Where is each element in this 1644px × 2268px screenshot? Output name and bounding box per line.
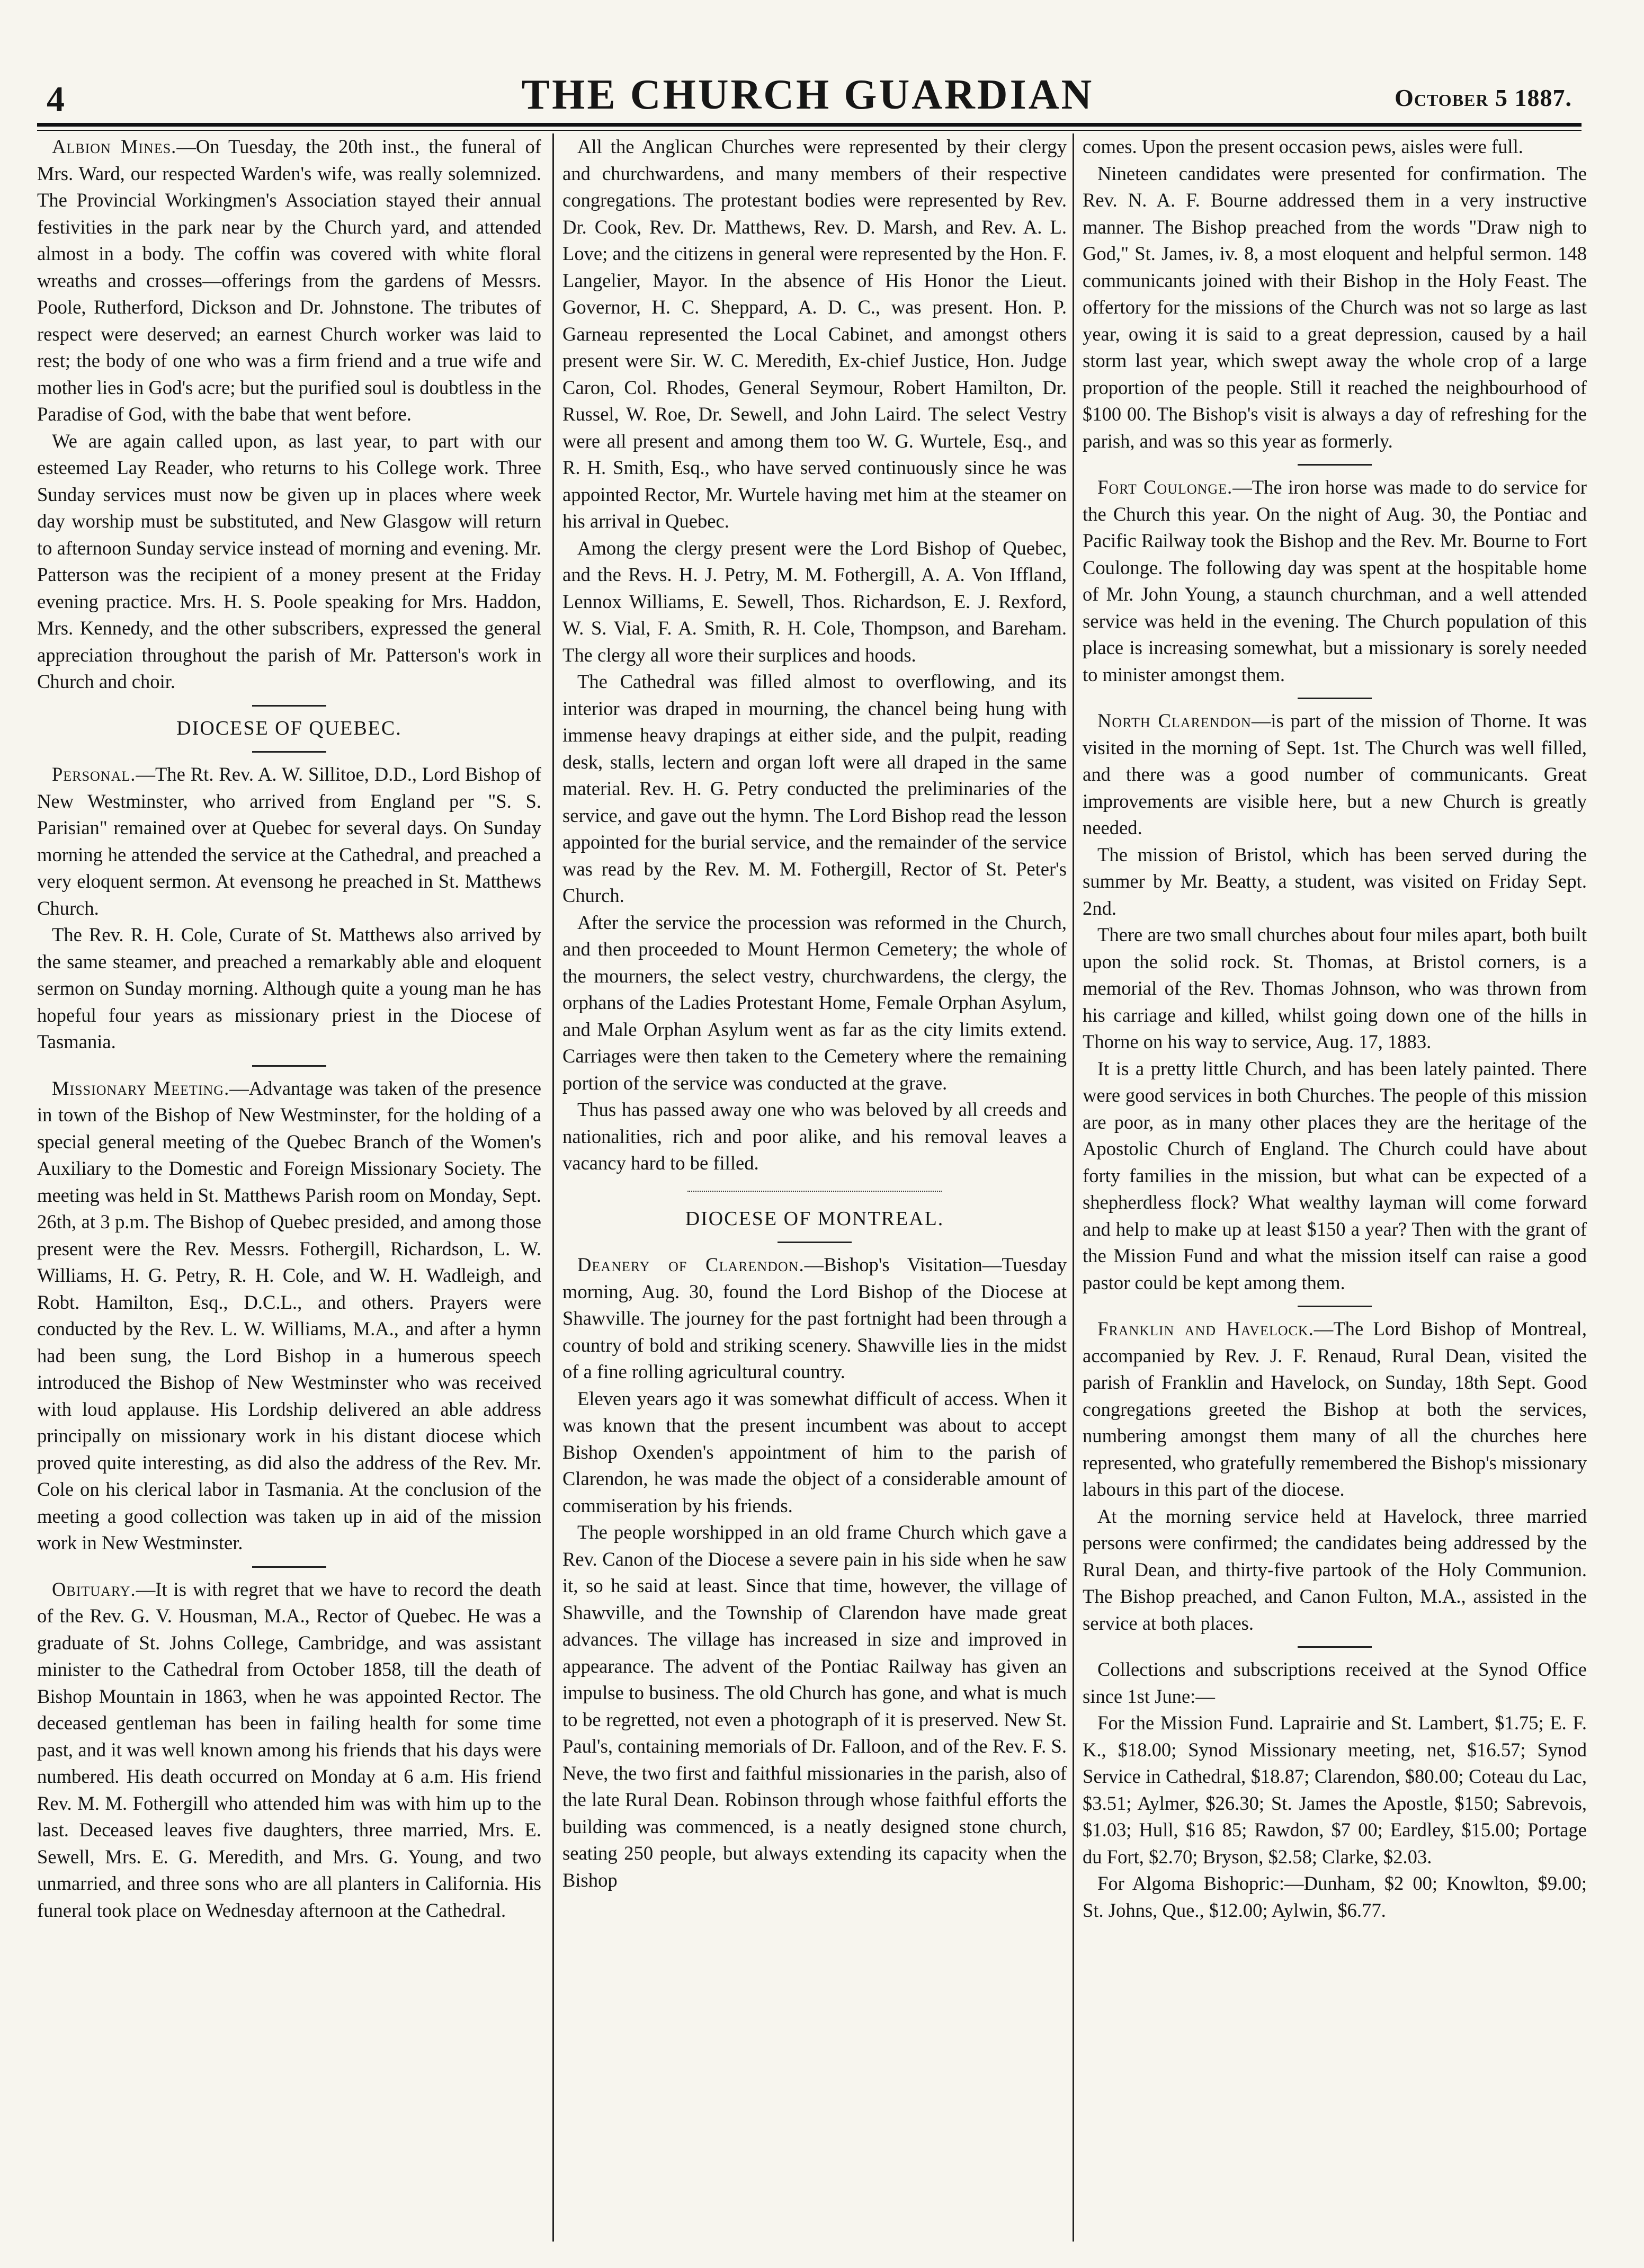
paragraph: At the morning service held at Havelock, three married persons were confirmed; the candidates being addressed by the Rural Dean, and thirty-five partook of the Holy Communion. The Bishop preached, and Canon Fulton, M.A., assisted in the service at both places. — [1083, 1505, 1587, 1634]
paragraph: There are two small churches about four miles apart, both built upon the solid rock. St. Thomas, at Bristol corners, is a memorial of the Rev. Thomas Johnson, who was thrown from his carriage and killed, whilst going down one of the hills in Thorne on his way to service, Aug. 17, 1883. — [1083, 924, 1587, 1052]
column-divider — [1073, 133, 1074, 2242]
section-divider — [252, 1065, 326, 1067]
article-lead: Obituary. — [52, 1578, 136, 1600]
paragraph: We are again called upon, as last year, to part with our esteemed Lay Reader, who returns to his College work. Three Sunday services must now be given up in places where week day worship must be substituted, and New Glasgow will return to afternoon Sunday service instead of morning and evening. Mr. Patterson was the recipient of a money present at the Friday evening practice. Mrs. H. S. Poole speaking for Mrs. Haddon, Mrs. Kennedy, and the other subscribers, expressed the general appreciation throughout the parish of Mr. Patterson's work in Church and choir. — [37, 430, 541, 692]
article-lead: Fort Coulonge. — [1097, 476, 1233, 498]
masthead-rule — [37, 123, 1582, 131]
article-fort-coulonge: Fort Coulonge.—The iron horse was made to do service for the Church this year. On the night of Aug. 30, the Pontiac and Pacific Railway took the Bishop and the Rev. Mr. Bourne to Fort Coulonge. The following day was spent at the hospitable home of Mr. John Young, a staunch churchman, and a well attended service was held in the evening. The Church population of this place is increasing somewhat, but a missionary is sorely needed to minister amongst them. — [1083, 476, 1587, 685]
paragraph: Among the clergy present were the Lord Bishop of Quebec, and the Revs. H. J. Petry, M. M. Fothergill, A. A. Von Iffland, Lennox Williams, E. Sewell, Thos. Richardson, E. J. Rexford, W. S. Vial, F. A. Smith, R. H. Cole, Thompson, and Bareham. The clergy all wore their surplices and hoods. — [562, 537, 1067, 666]
newspaper-title: THE CHURCH GUARDIAN — [521, 72, 1094, 118]
article-lead: North Clarendon — [1097, 710, 1252, 731]
article-lead: Albion Mines. — [52, 136, 177, 157]
section-heading-montreal: DIOCESE OF MONTREAL. — [685, 1207, 944, 1230]
column-2 — [562, 133, 1067, 2242]
paragraph: Thus has passed away one who was beloved by all creeds and nationalities, rich and poor alike, and his removal leaves a vacancy hard to be filled. — [562, 1099, 1067, 1174]
paragraph: Nineteen candidates were presented for confirmation. The Rev. N. A. F. Bourne addressed them in a very instructive manner. The Bishop preached from the words "Draw nigh to God," St. James, iv. 8, a most eloquent and helpful sermon. 148 communicants joined with their Bishop in the Holy Feast. The offertory for the missions of the Church was not so large as last year, owing it is said to a great depression, caused by a hail storm last year, which swept away the whole crop of a large proportion of the people. Still it reached the neighbourhood of $100 00. The Bishop's visit is always a day of refreshing for the parish, and was so this year as formerly. — [1083, 162, 1587, 452]
column-3 — [1083, 133, 1587, 2242]
article-albion-mines: Albion Mines.—On Tuesday, the 20th inst., the funeral of Mrs. Ward, our respected Warden's wife, was really solemnized. The Provincial Workingmen's Association stayed their annual festivities in the park near by the Church yard, and attended almost in a body. The coffin was covered with white floral wreaths and crosses—offerings from the gardens of Messrs. Poole, Rutherford, Dickson and Dr. Johnstone. The tributes of respect were deserved; an earnest Church worker was laid to rest; the body of one who was a firm friend and a true wife and mother lies in God's acre; but the purified soul is doubtless in the Paradise of God, with the babe that went before. — [37, 136, 541, 425]
section-divider — [252, 751, 326, 753]
page-number: 4 — [47, 79, 65, 119]
paragraph: The mission of Bristol, which has been served during the summer by Mr. Beatty, a student, was visited on Friday Sept. 2nd. — [1083, 843, 1587, 919]
article-franklin-and-havelock: Franklin and Havelock.—The Lord Bishop of Montreal, accompanied by Rev. J. F. Renaud, Rural Dean, visited the parish of Franklin and Havelock, on Sunday, 18th Sept. Good congregations greeted the Bishop at both the services, numbering amongst them many of all the churches here represented, who gratefully remembered the Bishop's missionary labours in this part of the diocese. — [1083, 1318, 1587, 1500]
article-lead: Personal. — [52, 763, 136, 785]
paragraph: The Rev. R. H. Cole, Curate of St. Matthews also arrived by the same steamer, and preached a remarkably able and eloquent sermon on Sunday morning. Although quite a young man he has hopeful four years as missionary priest in the Diocese of Tasmania. — [37, 924, 541, 1052]
paragraph: Eleven years ago it was somewhat difficult of access. When it was known that the present incumbent was about to accept Bishop Oxenden's appointment of him to the parish of Clarendon, he was made the object of a considerable amount of commiseration by his friends. — [562, 1387, 1067, 1516]
paragraph: Collections and subscriptions received at the Synod Office since 1st June:— — [1083, 1658, 1587, 1707]
paragraph: For the Mission Fund. Laprairie and St. Lambert, $1.75; E. F. K., $18.00; Synod Missionary meeting, net, $16.57; Synod Service in Cathedral, $18.87; Clarendon, $80.00; Coteau du Lac, $3.51; Aylmer, $26.30; St. James the Apostle, $150; Sabrevois, $1.03; Hull, $16 85; Rawdon, $7 00; Eardley, $15.00; Portage du Fort, $2.70; Bryson, $2.58; Clarke, $2.03. — [1083, 1712, 1587, 1868]
paragraph: The Cathedral was filled almost to overflowing, and its interior was draped in mourning, the chancel being hung with immense heavy drapings at either side, and the pulpit, reading desk, stalls, lectern and organ loft were all draped in the same material. Rev. H. G. Petry conducted the preliminaries of the service, and gave out the hymn. The Lord Bishop read the lesson appointed for the burial service, and the remainder of the service was read by the Rev. M. M. Fothergill, Rector of St. Peter's Church. — [562, 671, 1067, 906]
paragraph: For Algoma Bishopric:—Dunham, $2 00; Knowlton, $9.00; St. Johns, Que., $12.00; Aylwin, $6.77. — [1083, 1872, 1587, 1921]
paragraph: All the Anglican Churches were represented by their clergy and churchwardens, and many members of their respective congregations. The protestant bodies were represented by Rev. Dr. Cook, Rev. Dr. Matthews, Rev. D. Marsh, and Rev. A. L. Love; and the citizens in general were represented by the Hon. F. Langelier, Mayor. In the absence of His Honor the Lieut. Governor, H. C. Sheppard, A. D. C., was present. Hon. P. Garneau represented the Local Cabinet, and amongst others present were Sir. W. C. Meredith, Ex-chief Justice, Hon. Judge Caron, Col. Rhodes, General Seymour, Robert Hamilton, Dr. Russel, W. Roe, Dr. Sewell, and John Laird. The select Vestry were all present and among them too W. G. Wurtele, Esq., and R. H. Smith, Esq., who have served continuously since he was appointed Rector, Mr. Wurtele having met him at the steamer on his arrival in Quebec. — [562, 136, 1067, 532]
paragraph: It is a pretty little Church, and has been lately painted. There were good services in both Churches. The people of this mission are poor, as in many other places they are the heritage of the Apostolic Church of England. The Church could have about forty families in the mission, but what can be expected of a shepherdless flock? What wealthy layman will come forward and help to make up at least $150 a year? Then with the grant of the Mission Fund and what the mission itself can raise a good pastor could be kept among them. — [1083, 1057, 1587, 1293]
column-1 — [37, 133, 541, 2242]
section-divider — [252, 705, 326, 707]
article-lead: Franklin and Havelock. — [1097, 1318, 1314, 1340]
section-divider — [1298, 698, 1372, 699]
paragraph: comes. Upon the present occasion pews, aisles were full. — [1083, 136, 1523, 157]
masthead — [37, 62, 1578, 126]
column-divider — [552, 133, 554, 2242]
section-divider — [778, 1242, 852, 1243]
section-divider — [252, 1566, 326, 1568]
article-north-clarendon: North Clarendon—is part of the mission of Thorne. It was visited in the morning of Sept. 1st. The Church was well filled, and there was a good number of communicants. Great improvements are visible here, but a new Church is greatly needed. — [1083, 710, 1587, 838]
section-heading-quebec: DIOCESE OF QUEBEC. — [176, 717, 402, 739]
article-lead: Deanery of Clarendon. — [577, 1254, 805, 1275]
article-personal: Personal.—The Rt. Rev. A. W. Sillitoe, D.D., Lord Bishop of New Westminster, who arrived from England per "S. S. Parisian" remained over at Quebec for several days. On Sunday morning he attended the service at the Cathedral, and preached a very eloquent sermon. At evensong he preached in St. Matthews Church. — [37, 763, 541, 919]
article-missionary-meeting: Missionary Meeting.—Advantage was taken of the presence in town of the Bishop of New Westminster, for the holding of a special general meeting of the Quebec Branch of the Women's Auxiliary to the Domestic and Foreign Missionary Society. The meeting was held in St. Matthews Parish room on Monday, Sept. 26th, at 3 p.m. The Bishop of Quebec presided, and among those present were the Rev. Messrs. Fothergill, Richardson, L. W. Williams, H. G. Petry, R. H. Cole, and W. H. Wadleigh, and Robt. Hamilton, Esq., D.C.L., and others. Prayers were conducted by the Rev. L. W. Williams, M.A., and after a hymn had been sung, the Lord Bishop in a humerous speech introduced the Bishop of New Westminster who was received with loud applause. His Lordship delivered an able address principally on missionary work in his distant diocese which proved quite interesting, as did also the address of the Rev. Mr. Cole on his clerical labor in Tasmania. At the conclusion of the meeting a good collection was taken up in aid of the mission work in New Westminster. — [37, 1077, 541, 1553]
article-lead: Missionary Meeting. — [52, 1077, 230, 1099]
section-divider — [1298, 1646, 1372, 1648]
section-divider — [1298, 1306, 1372, 1307]
article-obituary: Obituary.—It is with regret that we have to record the death of the Rev. G. V. Housman, M.A., Rector of Quebec. He was a graduate of St. Johns College, Cambridge, and was assistant minister to the Cathedral from October 1858, till the death of Bishop Mountain in 1863, when he was appointed Rector. The deceased gentleman has been in failing health for some time past, and it was well known among his friends that his days were numbered. His death occurred on Monday at 6 a.m. His friend Rev. M. M. Fothergill who attended him was with him up to the last. Deceased leaves five daughters, three married, Mrs. E. Sewell, Mrs. E. G. Meredith, and Mrs. G. Young, and two unmarried, and three sons who are all planters in California. His funeral took place on Wednesday afternoon at the Cathedral. — [37, 1578, 541, 1921]
paragraph: The people worshipped in an old frame Church which gave a Rev. Canon of the Diocese a severe pain in his side when he saw it, so he said at least. Since that time, however, the village of Shawville, and the Township of Clarendon have made great advances. The village has increased in size and improved in appearance. The advent of the Pontiac Railway has given an impulse to business. The old Church has gone, and what is much to be regretted, not even a photograph of it is preserved. New St. Paul's, containing memorials of Dr. Falloon, and of the Rev. F. S. Neve, the two first and faithful missionaries in the parish, also of the late Rural Dean. Robinson through whose faithful efforts the building was commenced, is a neatly designed stone church, seating 250 people, but always extending its capacity when the Bishop — [562, 1521, 1067, 1891]
issue-date: October 5 1887. — [1395, 84, 1572, 111]
paragraph: After the service the procession was reformed in the Church, and then proceeded to Mount Hermon Cemetery; the whole of the mourners, the select vestry, churchwardens, the clergy, the orphans of the Ladies Protestant Home, Female Orphan Asylum, and Male Orphan Asylum went as far as the city limits extend. Carriages were then taken to the Cemetery where the remaining portion of the service was conducted at the grave. — [562, 911, 1067, 1094]
section-divider — [1298, 464, 1372, 466]
article-deanery-of-clarendon: Deanery of Clarendon.—Bishop's Visitation—Tuesday morning, Aug. 30, found the Lord Bishop of the Diocese at Shawville. The journey for the past fortnight had been through a country of bold and striking scenery. Shawville lies in the midst of a fine rolling agricultural country. — [562, 1254, 1067, 1382]
section-divider — [687, 1191, 942, 1192]
